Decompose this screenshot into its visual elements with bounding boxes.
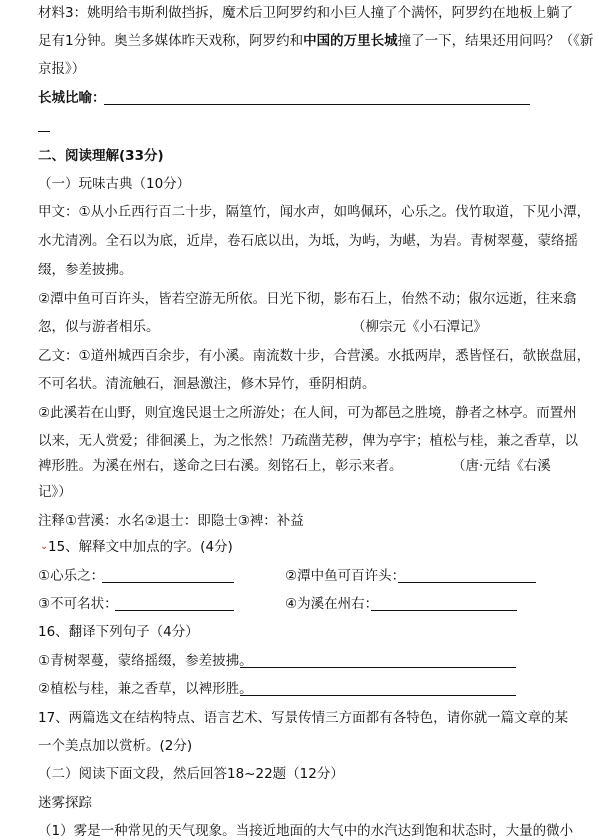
q15-item-a bbox=[38, 567, 104, 585]
yi-p1-line2: 不可名状。清流触石，洄悬激注，修木异竹，垂阴相荫。 bbox=[38, 376, 376, 392]
yi-p1-line1: 乙文：①道州城西百余步，有小溪。南流数十步，合营溪。水抵两岸，悉皆怪石，欹嵌盘屈， bbox=[38, 348, 591, 364]
notes: 注释①营溪：水名②退士：即隐士③裨：补益 bbox=[38, 513, 304, 529]
yi-p2-line1: ②此溪若在山野，则宜逸民退士之所游处；在人间，可为都邑之胜境，静者之林亭。而置州 bbox=[38, 405, 577, 421]
material3-line2-bold: 中国的万里长城 bbox=[303, 33, 398, 49]
q16-a-blank[interactable] bbox=[240, 653, 516, 668]
metaphor-blank-continuation bbox=[38, 131, 50, 132]
metaphor-answer-blank[interactable] bbox=[104, 90, 530, 105]
article-p1: （1）雾是一种常见的天气现象。当接近地面的大气中的水汽达到饱和状态时，大量的微小 bbox=[38, 823, 574, 839]
q15-a-blank[interactable] bbox=[102, 568, 234, 583]
jia-p1-line1: 甲文：①从小丘西行百二十步，隔篁竹，闻水声，如鸣佩环，心乐之。伐竹取道，下见小潭， bbox=[38, 204, 591, 220]
jia-p1-line3: 缀，参差披拂。 bbox=[38, 262, 133, 278]
q15-title: 15、解释文中加点的字。(4分) bbox=[48, 539, 233, 555]
jia-p2-line1: ②潭中鱼可百许头，皆若空游无所依。日光下彻，影布石上，佁然不动；俶尔远逝，往来翕 bbox=[38, 291, 577, 307]
q15-item-c-label: ③不可名状： bbox=[38, 596, 118, 612]
q16-b-blank[interactable] bbox=[240, 681, 516, 696]
q15-d-blank[interactable] bbox=[371, 596, 517, 611]
jia-p2-line2: 忽，似与游者相乐。 bbox=[38, 319, 160, 335]
article-title: 迷雾探踪 bbox=[38, 795, 92, 811]
q15-item-b bbox=[285, 567, 405, 585]
material3-line2-post: 撞了一下，结果还用问吗？（《新 bbox=[397, 33, 594, 49]
part1-title-text: （一）玩味古典（10分） bbox=[38, 176, 191, 192]
yi-p2-line2: 以来，无人赏爱；徘徊溪上，为之怅然！乃疏凿芜秽，俾为亭宇；植松与桂，兼之香草，以 bbox=[38, 433, 578, 449]
part2-title: （二）阅读下面文段，然后回答18~22题（12分） bbox=[38, 766, 344, 782]
q15-item-d bbox=[285, 595, 378, 613]
yi-p2-line3: 裨形胜。为溪在州右，遂命之曰右溪。刻铭石上，彰示来者。 bbox=[38, 458, 403, 474]
q16-item-b-label: ②植松与桂，兼之香草，以裨形胜。 bbox=[38, 681, 253, 697]
q15-item-c bbox=[38, 595, 118, 613]
material3-line3: 京报》） bbox=[38, 61, 86, 77]
q16-item-b bbox=[38, 680, 253, 698]
section2-title: 二、阅读理解(33分) bbox=[38, 148, 164, 164]
review-mark-icon: ⌄ bbox=[40, 541, 49, 552]
q17-line1: 17、两篇选文在结构特点、语言艺术、写景传情三方面都有各特色，请你就一篇文章的某 bbox=[38, 710, 569, 726]
jia-source: （柳宗元《小石潭记》 bbox=[352, 319, 487, 335]
q16-item-a-label: ①青树翠蔓，蒙络摇缀，参差披拂。 bbox=[38, 653, 253, 669]
material3-line1: 材料3：姚明给韦斯利做挡拆，魔术后卫阿罗约和小巨人撞了个满怀，阿罗约在地板上躺了 bbox=[38, 5, 574, 21]
q16-item-a bbox=[38, 652, 253, 670]
yi-source: （唐·元结《右溪 bbox=[452, 458, 551, 474]
material3-line2-pre: 足有1分钟。奥兰多媒体昨天戏称，阿罗约和 bbox=[38, 33, 304, 49]
q16-title: 16、翻译下列句子（4分） bbox=[38, 624, 199, 640]
q15-b-blank[interactable] bbox=[398, 568, 536, 583]
q15-item-d-label: ④为溪在州右： bbox=[285, 596, 379, 612]
yi-p2-line4: 记》） bbox=[38, 484, 72, 500]
material3-line2 bbox=[38, 32, 593, 50]
jia-p1-line2: 水尤清冽。全石以为底，近岸，卷石底以出，为坻，为屿，为嵁，为岩。青树翠蔓，蒙络摇 bbox=[38, 233, 578, 249]
q15-item-a-label: ①心乐之： bbox=[38, 568, 105, 584]
q15-c-blank[interactable] bbox=[115, 596, 234, 611]
part1-title bbox=[38, 175, 190, 193]
metaphor-label: 长城比喻： bbox=[38, 90, 106, 106]
q15-item-b-label: ②潭中鱼可百许头： bbox=[285, 568, 406, 584]
q17-line2: 一个美点加以赏析。(2分) bbox=[38, 738, 193, 754]
